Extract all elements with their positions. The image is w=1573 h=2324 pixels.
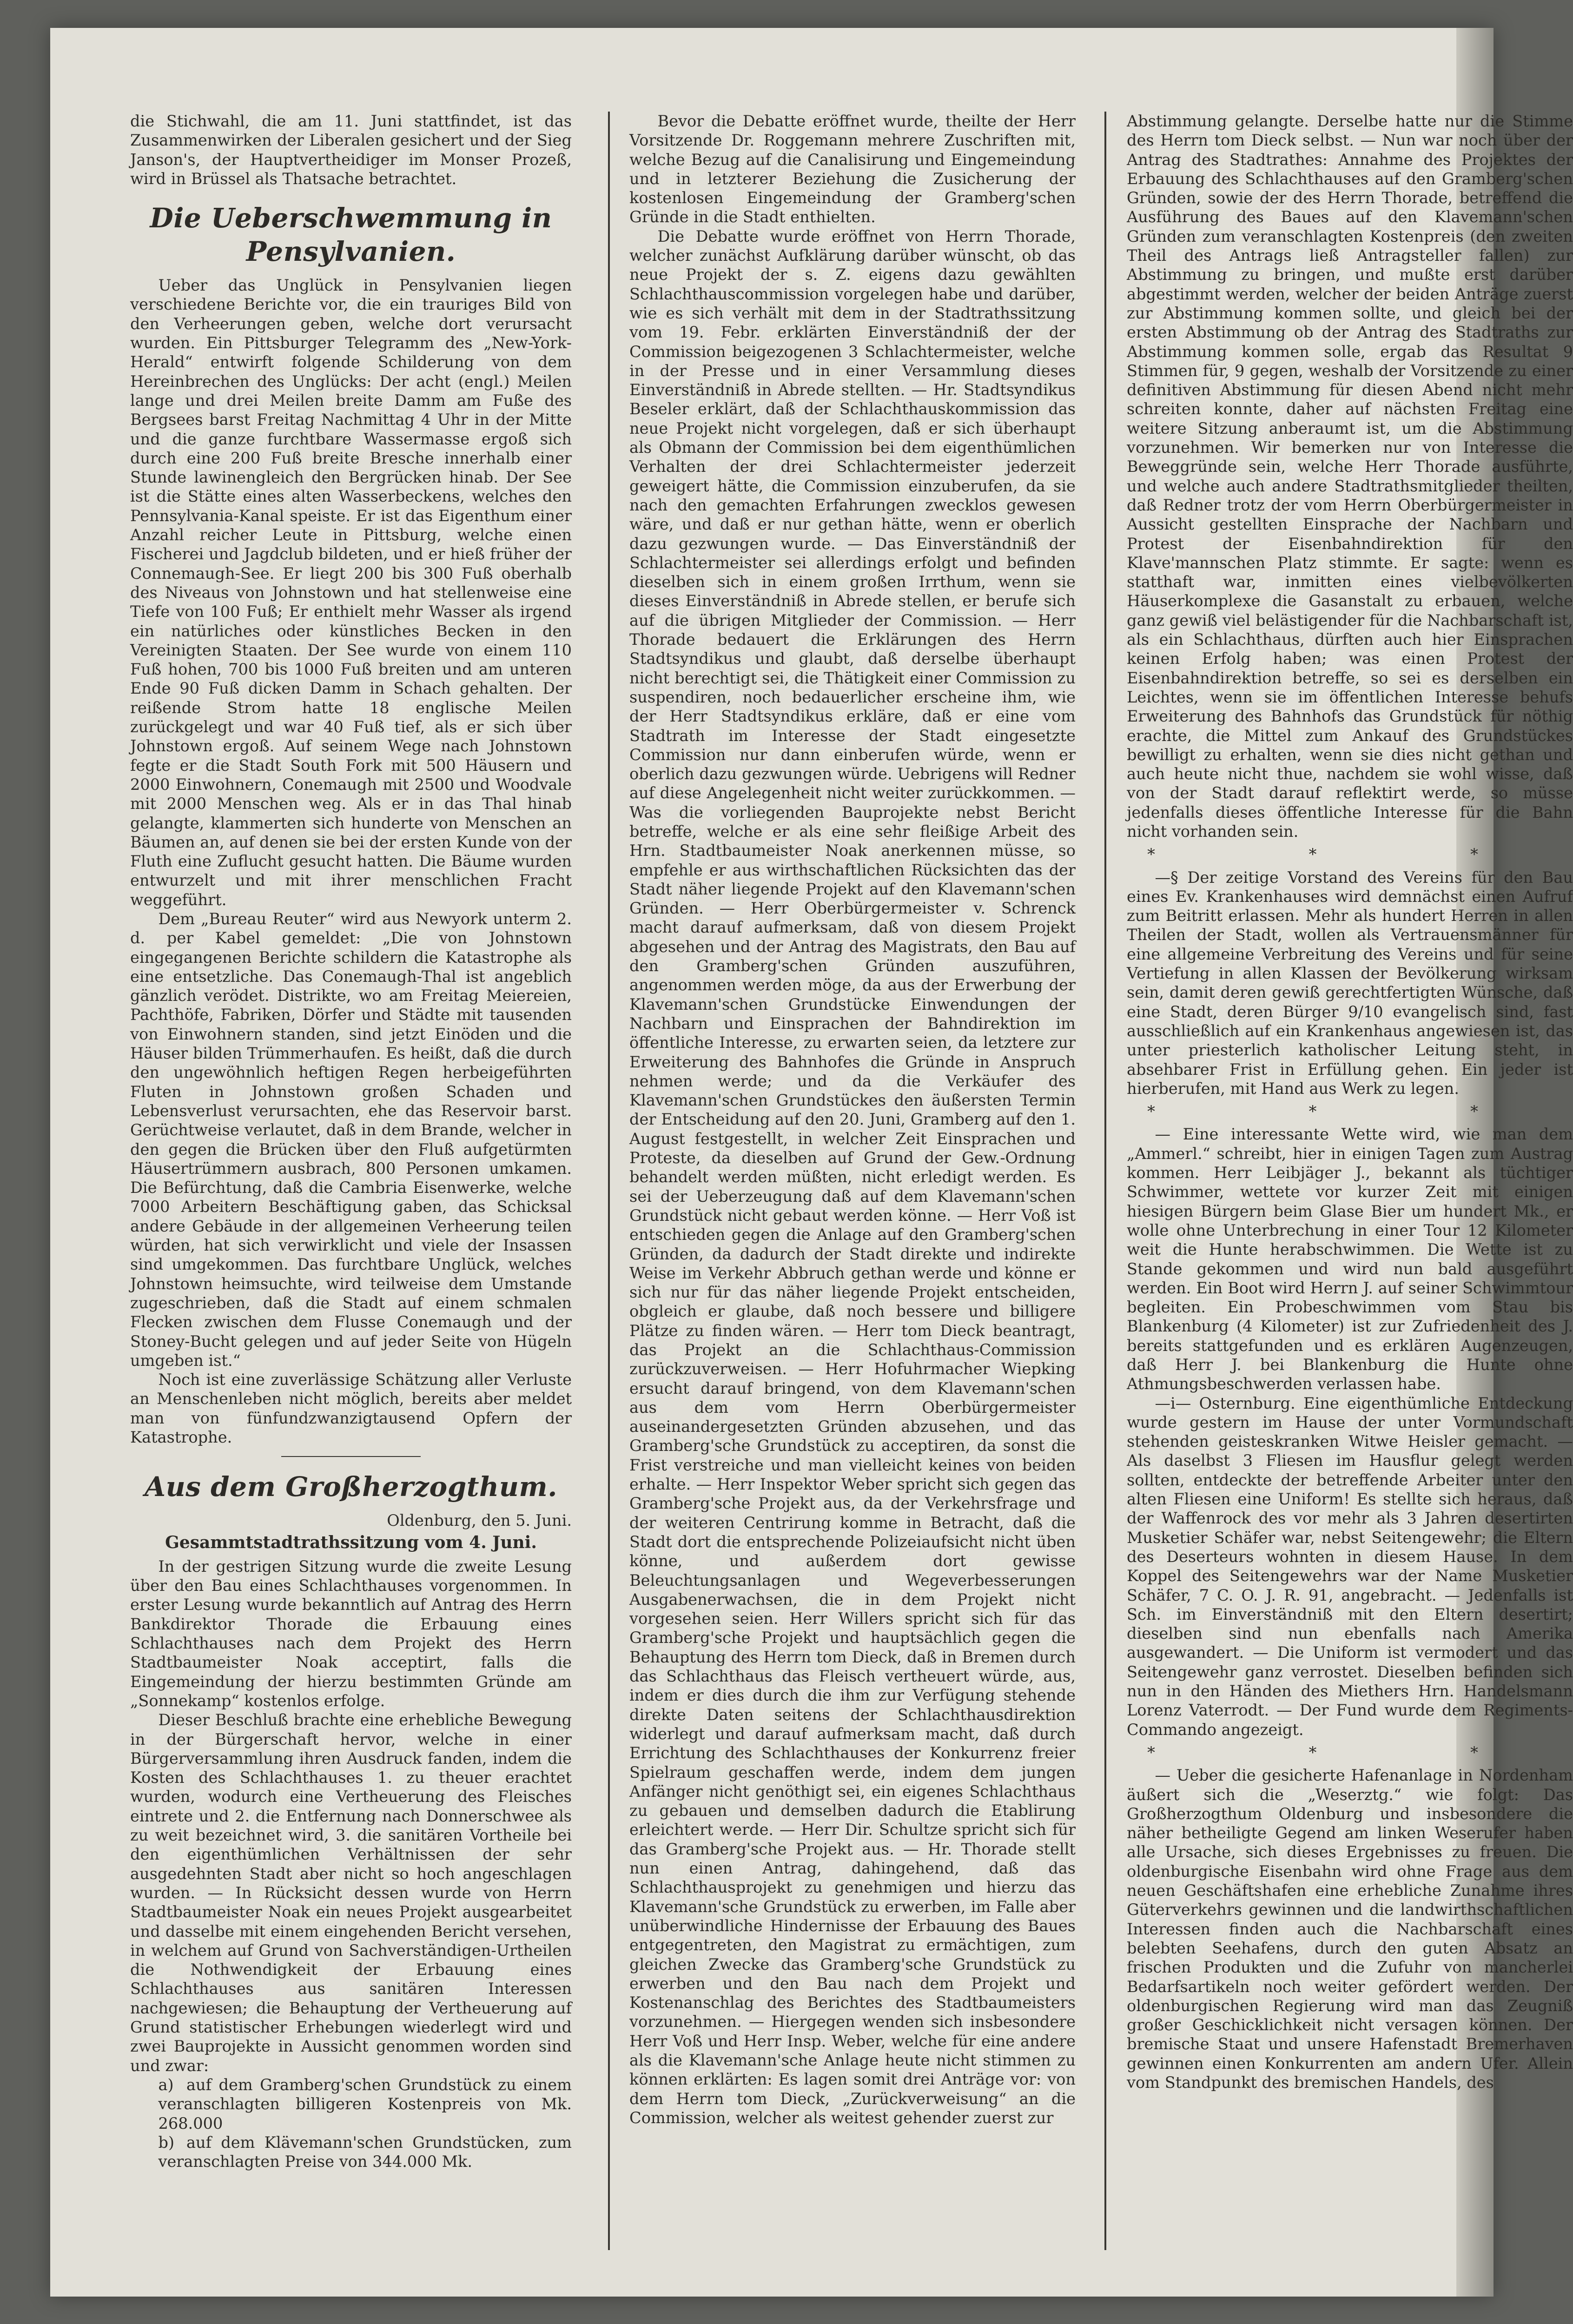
separator-stars: * * *	[1147, 845, 1553, 864]
article-paragraph: Bevor die Debatte eröffnet wurde, theilte der Herr Vorsitzende Dr. Roggemann mehrere Zuschriften mit, welche Bezug auf die Canalisirung und Eingemeindung und in letzterer Beziehung die Zusicherung der kostenlosen Eingemeindung der Gramberg'schen Gründe in die Stadt enthielten.	[629, 112, 1076, 226]
newspaper-page	[50, 28, 1573, 2297]
list-item	[130, 2075, 572, 2133]
article-paragraph: Die Debatte wurde eröffnet von Herrn Thorade, welcher zunächst Aufklärung darüber wünscht, ob das neue Projekt der s. Z. eigens dazu gewählten Schlachthauscommission vorgelegen habe und darüber, wie es sich verhält mit dem in der Stadtrathssitzung vom 19. Febr. erklärten Einverständniß der der Commission beigezogenen 3 Schlachtermeister, welche in der Presse und in einer Versammlung dieses Einverständniß in Abrede stellten. — Hr. Stadtsyndikus Beseler erklärt, daß der Schlachthauskommission das neue Projekt nicht vorgelegen, daß er sich überhaupt als Obmann der Commission bei dem eigenthümlichen Verhalten der drei Schlachtermeister jederzeit geweigert hätte, die Commission einzuberufen, da sie nach den gemachten Erfahrungen zwecklos gewesen wäre, und daß er nur gethan hätte, wenn er oberlich dazu gezwungen wurde. — Das Einverständniß der Schlachtermeister sei allerdings erfolgt und befinden dieselben sich in einem großen Irrthum, wenn sie dieses Einverständniß in Abrede stellen, er berufe sich auf die übrigen Mitglieder der Commission. — Herr Thorade bedauert die Erklärungen des Herrn Stadtsyndikus und glaubt, daß derselbe überhaupt nicht berechtigt sei, die Thätigkeit einer Commission zu suspendiren, noch bedauerlicher erscheine ihm, wie der Herr Stadtsyndikus erkläre, daß er eine vom Stadtrath im Interesse der Stadt eingesetzte Commission nur dann einberufen würde, wenn er oberlich dazu gezwungen würde. Uebrigens will Redner auf diese Angelegenheit nicht weiter zurückkommen. — Was die vorliegenden Bauprojekte nebst Bericht betreffe, welche er als eine sehr fleißige Arbeit des Hrn. Stadtbaumeister Noak anerkennen müsse, so empfehle er aus wirthschaftlichen Rücksichten das der Stadt näher liegende Projekt auf den Klavemann'schen Gründen. — Herr Oberbürgermeister v. Schrenck macht darauf aufmerksam, daß von diesem Projekt abgesehen und der Antrag des Magistrats, den Bau auf den Gramberg'schen Gründen auszuführen, angenommen werden möge, da aus der Erwerbung der Klavemann'schen Grundstücke Einwendungen der Nachbarn und Einsprachen der Bahndirektion im öffentliche Interesse, zu erwarten seien, da letztere zur Erweiterung des Bahnhofes die Gründe in Anspruch nehmen werde; und da die Verkäufer des Klavemann'schen Grundstückes den äußersten Termin der Entscheidung auf den 20. Juni, Gramberg auf den 1. August festgestellt, in welcher Zeit Einsprachen und Proteste, da dieselben auf Grund der Gew.-Ordnung behandelt werden müßten, nicht erledigt werden. Es sei der Ueberzeugung daß auf dem Klavemann'schen Grundstück nicht gebaut werden könne. — Herr Voß ist entschieden gegen die Anlage auf den Gramberg'schen Gründen, da dadurch der Stadt direkte und indirekte Weise im Verkehr Abbruch gethan werde und könne er sich nur für das näher liegende Projekt entscheiden, obgleich er glaube, daß noch bessere und billigere Plätze zu finden wären. — Herr tom Dieck beantragt, das Projekt an die Schlachthaus-Commission zurückzuverweisen. — Herr Hofuhrmacher Wiepking ersucht darauf bringend, von dem Klavemann'schen aus dem vom Herrn Oberbürgermeister auseinandergesetzten Gründen abzusehen, und das Gramberg'sche Grundstück zu acceptiren, da sonst die Frist verstreiche und man vielleicht keines von beiden erhalte. — Herr Inspektor Weber spricht sich gegen das Gramberg'sche Projekt aus, da der Verkehrsfrage und der weiteren Centrirung komme in Betracht, daß die Stadt dort die entsprechende Polizeiaufsicht nicht üben könne, und außerdem dort gewisse Beleuchtungsanlagen und Wegeverbesserungen Ausgabenerwachsen, die in dem Projekt nicht vorgesehen seien. Herr Willers spricht sich für das Gramberg'sche Projekt und hauptsächlich gegen die Behauptung des Herrn tom Dieck, daß in Bremen durch das Schlachthaus das Fleisch vertheuert würde, aus, indem er dies durch die ihm zur Verfügung stehende direkte Daten seitens der Schlachthausdirektion widerlegt und darauf aufmerksam macht, daß durch Errichtung des Schlachthauses der Konkurrenz freier Spielraum geschaffen werde, indem dem jungen Anfänger nicht genöthigt sei, ein eigenes Schlachthaus zu gebauen und demselben dadurch die Etablirung erleichtert werde. — Herr Dir. Schultze spricht sich für das Gramberg'sche Projekt aus. — Hr. Thorade stellt nun einen Antrag, dahingehend, daß das Schlachthausprojekt zu genehmigen und hierzu das Klavemann'sche Grundstück zu erwerben, im Falle aber unüberwindliche Hindernisse der Erbauung des Baues entgegentreten, den Magistrat zu ermächtigen, zum gleichen Zwecke das Gramberg'sche Grundstück zu erwerben und den Bau nach dem Projekt und Kostenanschlag des Berichtes des Stadtbaumeisters vorzunehmen. — Hiergegen wenden sich insbesondere Herr Voß und Herr Insp. Weber, welche für eine andere als die Klavemann'sche Anlage heute nicht stimmen zu können erklärten: Es lagen somit drei Anträge vor: von dem Herrn tom Dieck, „Zurückverweisung“ an die Commission, welcher als weitest gehender zuerst zur	[629, 227, 1076, 2127]
column-1	[130, 112, 572, 2255]
column-2	[629, 112, 1076, 2255]
list-text: auf dem Gramberg'schen Grundstück zu einem veranschlagten billigeren Kostenpreis von Mk. 268.000	[158, 2075, 572, 2132]
article-paragraph: Ueber das Unglück in Pensylvanien liegen verschiedene Berichte vor, die ein trauriges Bild von den Verheerungen geben, welche dort verursacht wurden. Ein Pittsburger Telegramm des „New-York-Herald“ entwirft folgende Schilderung von dem Hereinbrechen des Unglücks: Der acht (engl.) Meilen lange und drei Meilen breite Damm am Fuße des Bergsees barst Freitag Nachmittag 4 Uhr in der Mitte und die ganze furchtbare Wassermasse ergoß sich durch eine 200 Fuß breite Bresche innerhalb einer Stunde lawinengleich den Bergrücken hinab. Der See ist die Stätte eines alten Wasserbeckens, welches den Pennsylvania-Kanal speiste. Er ist das Eigenthum einer Anzahl reicher Leute in Pittsburg, welche einen Fischerei und Jagdclub bildeten, und er hieß früher der Connemaugh-See. Er liegt 200 bis 300 Fuß oberhalb des Niveaus von Johnstown und hat stellenweise eine Tiefe von 100 Fuß; Er enthielt mehr Wasser als irgend ein natürliches oder künstliches Becken in den Vereinigten Staaten. Der See wurde von einem 110 Fuß hohen, 700 bis 1000 Fuß breiten und am unteren Ende 90 Fuß dicken Damm in Schach gehalten. Der reißende Strom hatte 18 englische Meilen zurückgelegt und war 40 Fuß tief, als er sich über Johnstown ergoß. Auf seinem Wege nach Johnstown fegte er die Stadt South Fork mit 500 Häusern und 2000 Einwohnern, Conemaugh mit 2500 und Woodvale mit 2000 Menschen weg. Als er in das Thal hinab gelangte, klammerten sich hunderte von Menschen an Bäumen an, auf denen sie bei der ersten Kunde von der Fluth eine Zuflucht gesucht hatten. Die Bäume wurden entwurzelt und mit ihrer menschlichen Fracht weggeführt.	[130, 276, 572, 909]
article-continuation: Abstimmung gelangte. Derselbe hatte nur die Stimme des Herrn tom Dieck selbst. — Nun war noch über der Antrag des Stadtrathes: Annahme des Projektes der Erbauung des Schlachthauses auf den Gramberg'schen Gründen, sowie der des Herrn Thorade, betreffend die Ausführung des Baues auf den Klavemann'schen Gründen zum veranschlagten Kostenpreis (den zweiten Theil des Antrags ließ Antragsteller fallen) zur Abstimmung zu bringen, und mußte erst darüber abgestimmt werden, welcher der beiden Anträge zuerst zur Abstimmung kommen sollte, und gleich bei der ersten Abstimmung ob der Antrag des Stadtraths zur Abstimmung kommen solle, ergab das Resultat 9 Stimmen für, 9 gegen, weshalb der Vorsitzende zu einer definitiven Abstimmung für diesen Abend nicht mehr schreiten konnte, daher auf nächsten Freitag eine weitere Sitzung anberaumt ist, um die Abstimmung vorzunehmen. Wir bemerken nur von Interesse die Beweggründe sein, welche Herr Thorade ausführte, und welche auch andere Stadtrathsmitglieder theilten, daß Redner trotz der vom Herrn Oberbürgermeister in Aussicht gestellten Einsprache der Nachbarn und Protest der Eisenbahndirektion für den Klave'mannschen Platz stimmte. Er sagte: wenn es statthaft war, inmitten eines vielbevölkerten Häuserkomplexe die Gasanstalt zu erbauen, welche ganz gewiß viel belästigender für die Nachbarschaft ist, als ein Schlachthaus, dürften auch hier Einsprachen keinen Erfolg haben; was einen Protest der Eisenbahndirektion betreffe, so sei es derselben ein Leichtes, wenn sie im öffentlichen Interesse behufs Erweiterung des Bahnhofs das Grundstück für nöthig erachte, die Mittel zum Ankauf des Grundstückes bewilligt zu erhalten, wenn sie dies nicht gethan und auch heute nicht thue, nachdem sie wohl wisse, daß von der Stadt darauf reflektirt werde, so müsse jedenfalls dieses öffentliche Interesse für die Bahn nicht vorhanden sein.	[1127, 112, 1573, 841]
article-paragraph: Dieser Beschluß brachte eine erhebliche Bewegung in der Bürgerschaft hervor, welche in einer Bürgerversammlung ihren Ausdruck fanden, indem die Kosten des Schlachthauses 1. zu theuer erachtet wurden, wodurch eine Vertheuerung des Fleisches eintrete und 2. die Entfernung nach Donnerschwee als zu weit bezeichnet wird, 3. die sanitären Vortheile bei den eigenthümlichen Verhältnissen der sehr ausgedehnten Stadt aber nicht so hoch angeschlagen wurden. — In Rücksicht dessen wurde von Herrn Stadtbaumeister Noak ein neues Projekt ausgearbeitet und dasselbe mit einem eingehenden Bericht versehen, in welchem auf Grund von Sachverständigen-Urtheilen die Nothwendigkeit der Erbauung eines Schlachthauses aus sanitären Interessen nachgewiesen; die Behauptung der Vertheuerung auf Grund statistischer Erhebungen wiederlegt wird und zwei Bauprojekte in Aussicht genommen worden sind und zwar:	[130, 1711, 572, 2075]
article-paragraph: Noch ist eine zuverlässige Schätzung aller Verluste an Menschenleben nicht möglich, bereits aber meldet man von fünfundzwanzigtausend Opfern der Katastrophe.	[130, 1371, 572, 1446]
article-paragraph: — Eine interessante Wette wird, wie man dem „Ammerl.“ schreibt, hier in einigen Tagen zum Austrag kommen. Herr Leibjäger J., bekannt als tüchtiger Schwimmer, wettete vor kurzer Zeit mit einigen hiesigen Bürgern beim Glase Bier um hundert Mk., er wolle ohne Unterbrechung in einer Tour 12 Kilometer weit die Hunte herabschwimmen. Die Wette ist zu Stande gekommen und wird nun bald ausgeführt werden. Ein Boot wird Herrn J. auf seiner Schwimmtour begleiten. Ein Probeschwimmen vom Stau bis Blankenburg (4 Kilometer) ist zur Zufriedenheit des J. bereits stattgefunden und es erklären Augenzeugen, daß Herr J. bei Blankenburg die Hunte ohne Athmungsbeschwerden verlassen habe.	[1127, 1125, 1573, 1393]
article-paragraph: In der gestrigen Sitzung wurde die zweite Lesung über den Bau eines Schlachthauses vorgenommen. In erster Lesung wurde bekanntlich auf Antrag des Herrn Bankdirektor Thorade die Erbauung eines Schlachthauses nach dem Projekt des Herrn Stadtbaumeister Noak acceptirt, falls die Eingemeindung der hierzu bestimmten Gründe am „Sonnekamp“ kostenlos erfolge.	[130, 1557, 572, 1710]
list-text: auf dem Klävemann'schen Grundstücken, zum veranschlagten Preise von 344.000 Mk.	[158, 2133, 572, 2171]
list-item	[130, 2133, 572, 2172]
article-paragraph: Dem „Bureau Reuter“ wird aus Newyork unterm 2. d. per Kabel gemeldet: „Die von Johnstown eingegangenen Berichte schildern die Katastrophe als eine entsetzliche. Das Conemaugh-Thal ist angeblich gänzlich verödet. Distrikte, wo am Freitag Meiereien, Pachthöfe, Fabriken, Dörfer und Städte mit tausenden von Einwohnern standen, sind jetzt Einöden und die Häuser bilden Trümmerhaufen. Es heißt, daß die durch den ungewöhnlich heftigen Regen herbeigeführten Fluten in Johnstown großen Schaden und Lebensverlust verursachten, ehe das Reservoir barst. Gerüchtweise verlautet, daß in dem Brande, welcher in den gegen die Brücken über den Fluß aufgetürmten Häusertrümmern ausbrach, 800 Personen umkamen. Die Befürchtung, daß die Cambria Eisenwerke, welche 7000 Arbeitern Beschäftigung gaben, das Schicksal andere Gebäude in der allgemeinen Verheerung teilen würden, hat sich verwirklicht und viele der Insassen sind umgekommen. Das furchtbare Unglück, welches Johnstown heimsuchte, wird teilweise dem Umstande zugeschrieben, daß die Stadt auf einem schmalen Flecken zwischen dem Flusse Conemaugh und der Stoney-Bucht gelegen und auf jeder Seite von Hügeln umgeben ist.“	[130, 909, 572, 1370]
separator-stars: * * *	[1147, 1743, 1553, 1761]
column-rule	[608, 112, 610, 2250]
section-divider	[281, 1456, 421, 1457]
headline-flood: Die Ueberschwemmung in Pensylvanien.	[150, 202, 552, 268]
article-paragraph: —§ Der zeitige Vorstand des Vereins für den Bau eines Ev. Krankenhauses wird demnächst einen Aufruf zum Beitritt erlassen. Mehr als hundert Herren in allen Theilen der Stadt, wollen als Vertrauensmänner für eine allgemeine Verbreitung des Vereins und für seine Vertiefung in allen Klassen der Bevölkerung wirksam sein, damit deren gewiß gerechtfertigten Wünsche, daß eine Stadt, deren Bürger 9/10 evangelisch sind, fast ausschließlich auf ein Krankenhaus angewiesen ist, das unter priesterlich katholischer Leitung steht, in absehbarer Frist in Erfüllung gehen. Ein jeder ist hierberufen, mit Hand aus Werk zu legen.	[1127, 868, 1573, 1098]
list-marker: a)	[158, 2075, 174, 2094]
separator-stars: * * *	[1147, 1102, 1553, 1121]
article-paragraph: — Ueber die gesicherte Hafenanlage in Nordenham äußert sich die „Weserztg.“ wie folgt: Das Großherzogthum Oldenburg und insbesondere die näher betheiligte Gegend am linken Weserufer haben alle Ursache, sich dieses Ergebnisses zu freuen. Die oldenburgische Eisenbahn wird ohne Frage aus dem neuen Geschäftshafen eine erhebliche Zunahme ihres Güterverkehrs gewinnen und die landwirthschaftlichen Interessen finden auch die Nachbarschaft eines belebten Seehafens, durch den guten Absatz an frischen Produkten und die Zufuhr von mancherlei Bedarfsartikeln noch weiter gefördert werden. Der oldenburgischen Regierung wird man das Zeugniß großer Geschicklichkeit nicht versagen können. Der bremische Staat und unsere Hafenstadt Bremerhaven gewinnen einen Konkurrenten am andern Ufer. Allein vom Standpunkt des bremischen Handels, des	[1127, 1766, 1573, 2092]
column-rule	[1104, 112, 1106, 2250]
article-continuation: die Stichwahl, die am 11. Juni stattfindet, ist das Zusammenwirken der Liberalen gesichert und der Sieg Janson's, der Hauptvertheidiger im Monser Prozeß, wird in Brüssel als Thatsache betrachtet.	[130, 112, 572, 188]
column-3	[1127, 112, 1573, 2255]
article-paragraph: —i— Osternburg. Eine eigenthümliche Entdeckung wurde gestern im Hause der unter Vormundschaft stehenden geisteskranken Witwe Heisler gemacht. — Als daselbst 3 Fliesen im Hausflur gelegt werden sollten, entdeckte der betreffende Arbeiter unter den alten Fliesen eine Uniform! Es stellte sich heraus, daß der Waffenrock des vor mehr als 3 Jahren desertirten Musketier Schäfer war, nebst Seitengewehr; die Eltern des Deserteurs wohnten in diesem Hause. In dem Koppel des Seitengewehrs war der Name Musketier Schäfer, 7 C. O. J. R. 91, angebracht. — Jedenfalls ist Sch. im Einverständniß mit den Eltern desertirt; dieselben sind nun ebenfalls nach Amerika ausgewandert. — Die Uniform ist vermodert und das Seitengewehr ganz verrostet. Dieselben befinden sich nun in den Händen des Miethers Hrn. Handelsmann Lorenz Vaterrodt. — Der Fund wurde dem Regiments-Commando angezeigt.	[1127, 1394, 1573, 1739]
dateline: Oldenburg, den 5. Juni.	[387, 1511, 572, 1530]
list-marker: b)	[158, 2133, 175, 2152]
section-headline: Aus dem Großherzogthum.	[145, 1471, 557, 1503]
subheadline: Gesammtstadtrathssitzung vom 4. Juni.	[165, 1532, 537, 1552]
